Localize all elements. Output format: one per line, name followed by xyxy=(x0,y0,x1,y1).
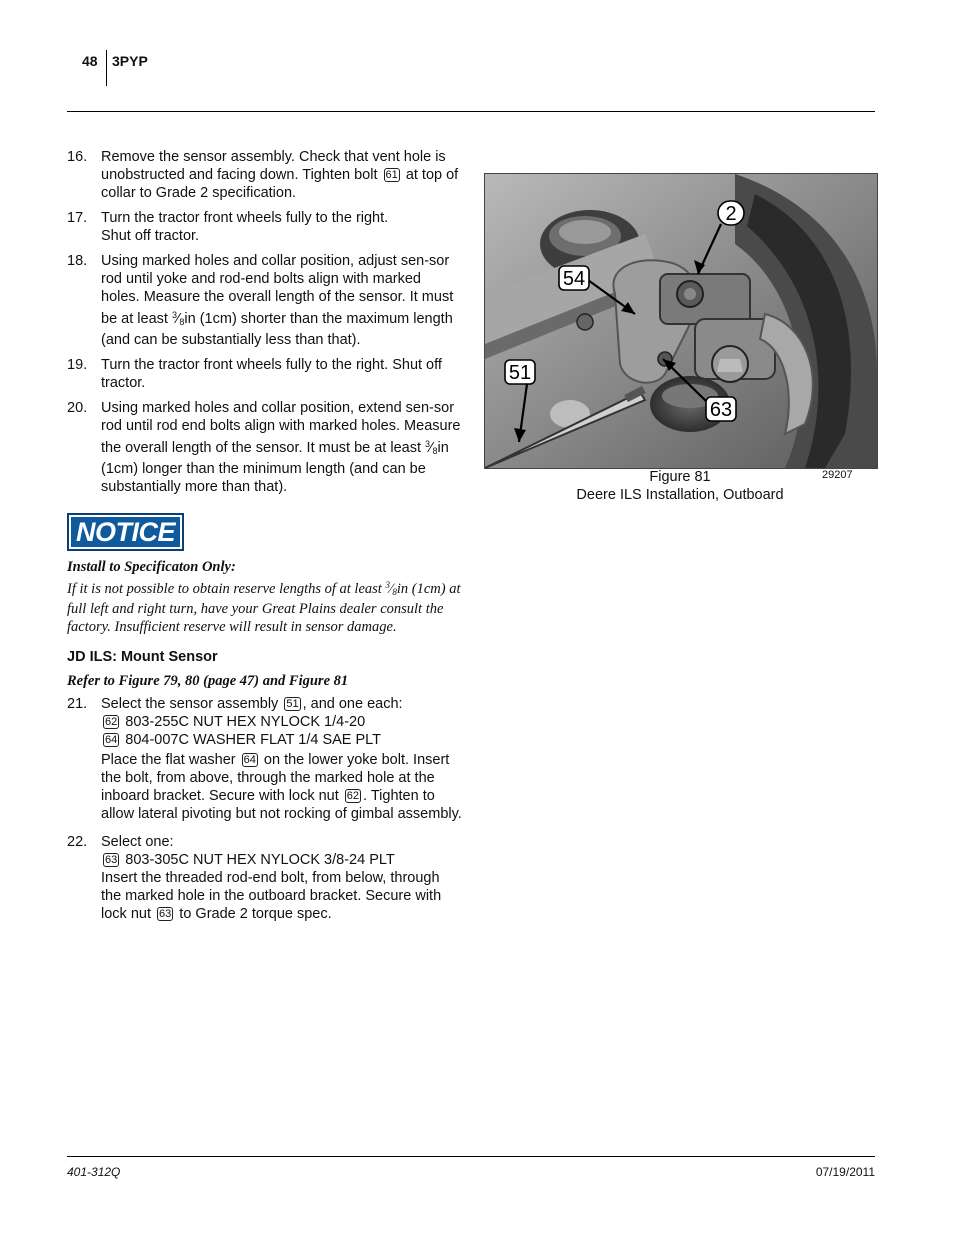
fraction: $^3⁄_8$ xyxy=(385,579,397,597)
callout-label: 2 xyxy=(725,203,737,225)
callout-ref: 61 xyxy=(385,169,398,181)
callout-ref: 64 xyxy=(243,754,256,766)
figure-reference: Refer to Figure 79, 80 (page 47) and Figure 81 xyxy=(67,673,349,689)
notice-heading: Install to Specificaton Only: xyxy=(67,559,236,575)
left-column xyxy=(67,148,462,930)
section-heading: JD ILS: Mount Sensor xyxy=(67,649,218,665)
callout-ref: 63 xyxy=(159,908,172,920)
footer-doc-number: 401-312Q xyxy=(67,1165,121,1179)
callout-ref: 62 xyxy=(346,790,360,802)
part-line: 63 803-305C NUT HEX NYLOCK 3/8-24 PLT xyxy=(105,852,395,868)
callout-label: 51 xyxy=(508,362,532,384)
step-22: 22. Select one: 63 803-305C NUT HEX NYLOCK 3/8-24 PLT Insert the threaded rod-end bolt, from below, through the marked hole in the outboard bracket. Secure with lock nut 63 to Grade 2 torque spec. xyxy=(67,833,462,923)
callout-label: 63 xyxy=(709,399,733,421)
figure-image-id: 29207 xyxy=(822,469,853,481)
callout-ref: 51 xyxy=(286,698,299,710)
step-20: 20. Using marked holes and collar position, extend sen-sor rod until rod end bolts align with marked holes. Measure the overall length of the sensor. It must be at least $^3⁄_8in$ (1cm) longer than the minimum length (and can be substantially more than that). xyxy=(67,400,461,495)
header-divider xyxy=(106,50,107,86)
fraction: $^3⁄_8$ xyxy=(425,439,438,456)
fraction: $^3⁄_8$ xyxy=(171,310,185,327)
part-line: 64 804-007C WASHER FLAT 1/4 SAE PLT xyxy=(105,732,382,748)
callout-label: 54 xyxy=(562,268,586,290)
step-17: 17. Turn the tractor front wheels fully to the right. Shut off tractor. xyxy=(67,210,389,244)
step-18: 18. Using marked holes and collar position, adjust sen-sor rod until yoke and rod-end bolts align with marked holes. Measure the overall length of the sensor. It must be at least $^3⁄_8in$ (1cm) shorter than the maximum length (and can be substantially less than that). xyxy=(67,253,454,348)
page-number: 48 xyxy=(82,53,98,69)
part-line: 62 803-255C NUT HEX NYLOCK 1/4-20 xyxy=(105,714,366,730)
notice-body: Install to Specificaton Only: If it is not possible to obtain reserve lengths of at least $^3⁄_8in$ (1cm) at full left and right turn, have your Great Plains dealer consult the factory. Insufficient reserve will result in sensor damage. xyxy=(67,559,461,635)
step-21: 21. Select the sensor assembly 51 , and one each: 62 803-255C NUT HEX NYLOCK 1/4-20 64 804-007C WASHER FLAT 1/4 SAE PLT Place the flat washer 64 on the lower yoke bolt. Insert the bolt, from above, through the marked hole at the inboard bracket. Secure with lock nut 62 . Tighten to allow lateral pivoting but not rocking of gimbal assembly. xyxy=(67,696,462,822)
step-19: 19. Turn the tractor front wheels fully to the right. Shut off tractor. xyxy=(67,357,442,391)
notice-badge: NOTICE xyxy=(67,513,184,551)
header-title: 3PYP xyxy=(112,53,148,69)
footer-date: 07/19/2011 xyxy=(815,1165,875,1179)
figure-caption: Figure 81 Deere ILS Installation, Outboard xyxy=(576,469,784,503)
step-16: 16. Remove the sensor assembly. Check that vent hole is unobstructed and facing down. Tighten bolt 61 at top of collar to Grade 2 specification. xyxy=(67,149,459,201)
figure-81-photo xyxy=(484,173,878,469)
bottom-rule xyxy=(67,1156,875,1157)
top-rule xyxy=(67,111,875,112)
